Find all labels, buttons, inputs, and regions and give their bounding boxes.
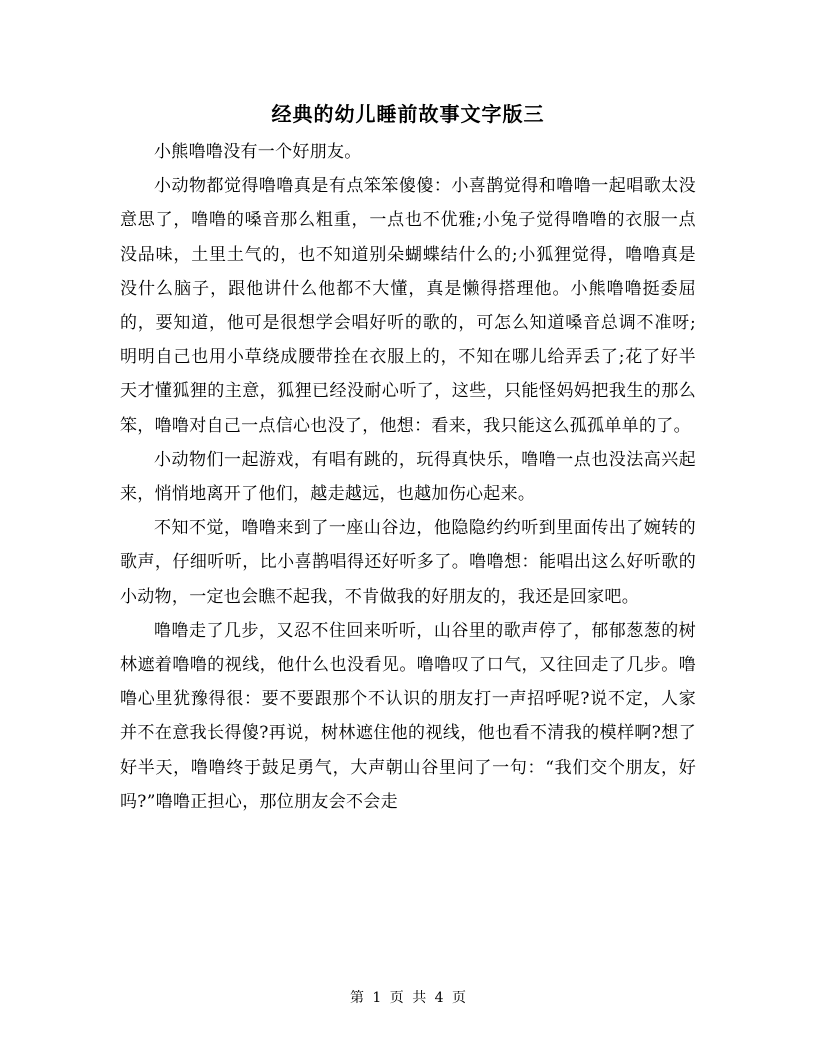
document-title: 经典的幼儿睡前故事文字版三 — [271, 102, 545, 126]
document-body — [120, 135, 696, 819]
paragraph: 不知不觉，噜噜来到了一座山谷边，他隐隐约约听到里面传出了婉转的歌声，仔细听听，比小喜鹊唱得还好听多了。噜噜想：能唱出这么好听歌的小动物，一定也会瞧不起我，不肯做我的好朋友的，我还是回家吧。 — [120, 518, 696, 607]
paragraph: 小动物都觉得噜噜真是有点笨笨傻傻：小喜鹊觉得和噜噜一起唱歌太没意思了，噜噜的嗓音那么粗重，一点也不优雅;小兔子觉得噜噜的衣服一点没品味，土里土气的，也不知道别朵蝴蝶结什么的;小狐狸觉得，噜噜真是没什么脑子，跟他讲什么他都不大懂，真是懒得搭理他。小熊噜噜挺委屈的，要知道，他可是很想学会唱好听的歌的，可怎么知道嗓音总调不准呀;明明自己也用小草绕成腰带拴在衣服上的，不知在哪儿给弄丢了;花了好半天才懂狐狸的主意，狐狸已经没耐心听了，这些，只能怪妈妈把我生的那么笨，噜噜对自己一点信心也没了，他想：看来，我只能这么孤孤单单的了。 — [120, 176, 696, 436]
page-number-footer: 第 1 页 共 4 页 — [349, 990, 467, 1006]
paragraph: 小动物们一起游戏，有唱有跳的，玩得真快乐，噜噜一点也没法高兴起来，悄悄地离开了他们，越走越远，也越加伤心起来。 — [120, 449, 696, 505]
paragraph: 小熊噜噜没有一个好朋友。 — [154, 142, 362, 162]
paragraph: 噜噜走了几步，又忍不住回来听听，山谷里的歌声停了，郁郁葱葱的树林遮着噜噜的视线，他什么也没看见。噜噜叹了口气，又往回走了几步。噜噜心里犹豫得很：要不要跟那个不认识的朋友打一声招呼呢?说不定，人家并不在意我长得傻?再说，树林遮住他的视线，他也看不清我的模样啊?想了好半天，噜噜终于鼓足勇气，大声朝山谷里问了一句：“我们交个朋友，好吗?”噜噜正担心，那位朋友会不会走 — [120, 620, 696, 812]
